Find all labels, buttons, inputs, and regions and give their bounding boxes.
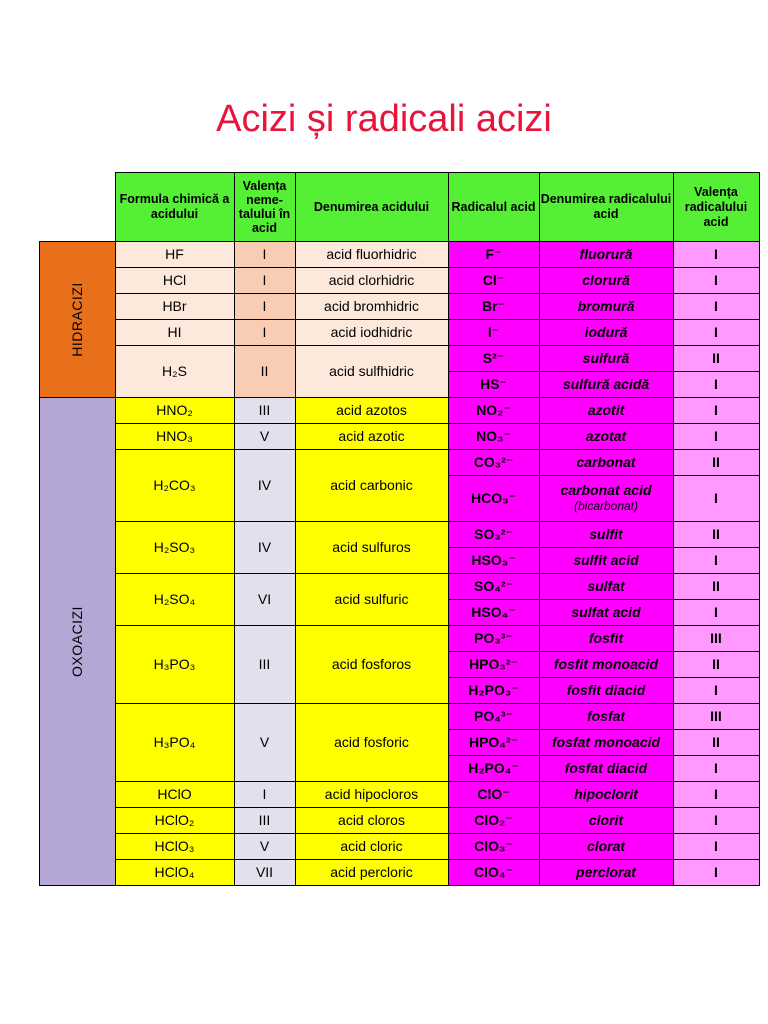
radical-formula: HPO₃²⁻ — [448, 652, 539, 678]
radical-valence: III — [673, 626, 759, 652]
radical-formula: ClO⁻ — [448, 782, 539, 808]
radical-formula: NO₃⁻ — [448, 424, 539, 450]
radical-formula: NO₂⁻ — [448, 398, 539, 424]
radical-name — [539, 548, 673, 574]
radical-formula: HSO₃⁻ — [448, 548, 539, 574]
acid-name: acid sulfuric — [295, 574, 448, 626]
radical-name — [539, 678, 673, 704]
nonmetal-valence: V — [234, 834, 295, 860]
radical-name-text: fluorură — [579, 246, 633, 262]
nonmetal-valence: I — [234, 782, 295, 808]
radical-valence: I — [673, 268, 759, 294]
table-row — [40, 626, 760, 652]
radical-name-text: azotit — [587, 402, 625, 418]
acid-formula: HBr — [115, 294, 234, 320]
radical-valence: I — [673, 294, 759, 320]
radical-valence: II — [673, 652, 759, 678]
radical-name-text: azotat — [585, 428, 627, 444]
radical-name-text: fosfat monoacid — [551, 734, 661, 750]
table-row — [40, 574, 760, 600]
radical-name — [539, 574, 673, 600]
acid-name: acid iodhidric — [295, 320, 448, 346]
radical-name-text: sulfură — [582, 350, 630, 366]
radical-valence: I — [673, 860, 759, 886]
acid-formula: HF — [115, 242, 234, 268]
radical-name — [539, 424, 673, 450]
radical-name-text: sulfat acid — [571, 604, 641, 620]
radical-name — [539, 704, 673, 730]
radical-name-text: clorit — [588, 812, 624, 828]
table-row — [40, 424, 760, 450]
radical-formula: SO₄²⁻ — [448, 574, 539, 600]
nonmetal-valence: IV — [234, 522, 295, 574]
acid-name: acid sulfuros — [295, 522, 448, 574]
table-row — [40, 860, 760, 886]
radical-name — [539, 600, 673, 626]
radical-name-note: (bicarbonat) — [573, 499, 639, 513]
acid-formula: HClO₄ — [115, 860, 234, 886]
radical-name — [539, 730, 673, 756]
radical-valence: I — [673, 424, 759, 450]
radical-name-text: fosfit monoacid — [553, 656, 659, 672]
header-acid-name: Denumirea acidului — [295, 173, 448, 242]
acid-name: acid fluorhidric — [295, 242, 448, 268]
radical-valence: I — [673, 320, 759, 346]
radical-formula: Cl⁻ — [448, 268, 539, 294]
radical-name-text: carbonat acid — [560, 482, 652, 498]
radical-formula: H₂PO₃⁻ — [448, 678, 539, 704]
acid-name: acid cloros — [295, 808, 448, 834]
acid-formula: HClO₂ — [115, 808, 234, 834]
radical-valence: II — [673, 574, 759, 600]
radical-name-text: fosfat diacid — [564, 760, 648, 776]
radical-name-text: fosfit — [588, 630, 624, 646]
acid-name: acid percloric — [295, 860, 448, 886]
radical-name — [539, 372, 673, 398]
acid-formula: H₃PO₃ — [115, 626, 234, 704]
radical-formula: HS⁻ — [448, 372, 539, 398]
radical-name-text: fosfit diacid — [566, 682, 646, 698]
acid-name: acid fosforic — [295, 704, 448, 782]
acid-name: acid clorhidric — [295, 268, 448, 294]
table-row — [40, 704, 760, 730]
header-radical-name: Denumirea radicalului acid — [539, 173, 673, 242]
radical-name-text: sulfat — [587, 578, 625, 594]
nonmetal-valence: III — [234, 808, 295, 834]
radical-valence: I — [673, 398, 759, 424]
table-row — [40, 834, 760, 860]
radical-name-text: sulfit — [589, 526, 623, 542]
oxoacizi-group-label — [40, 398, 116, 886]
acid-name: acid azotic — [295, 424, 448, 450]
acid-name: acid cloric — [295, 834, 448, 860]
acid-formula: HClO₃ — [115, 834, 234, 860]
radical-name — [539, 860, 673, 886]
radical-name — [539, 522, 673, 548]
nonmetal-valence: V — [234, 424, 295, 450]
acid-formula: H₂S — [115, 346, 234, 398]
radical-formula: HCO₃⁻ — [448, 476, 539, 522]
nonmetal-valence: II — [234, 346, 295, 398]
radical-name — [539, 756, 673, 782]
acid-formula: H₃PO₄ — [115, 704, 234, 782]
radical-valence: II — [673, 450, 759, 476]
radical-formula: HPO₄²⁻ — [448, 730, 539, 756]
radical-formula: SO₃²⁻ — [448, 522, 539, 548]
radical-valence: I — [673, 782, 759, 808]
table-row — [40, 782, 760, 808]
radical-name — [539, 834, 673, 860]
radical-formula: HSO₄⁻ — [448, 600, 539, 626]
header-radical-valence: Valența radicalului acid — [673, 173, 759, 242]
table-row — [40, 450, 760, 476]
nonmetal-valence: I — [234, 320, 295, 346]
acid-formula: HNO₃ — [115, 424, 234, 450]
table-row — [40, 320, 760, 346]
radical-formula: ClO₃⁻ — [448, 834, 539, 860]
radical-name — [539, 398, 673, 424]
acid-formula: HI — [115, 320, 234, 346]
radical-name-text: clorură — [582, 272, 630, 288]
header-row — [40, 173, 760, 242]
radical-name-text: clorat — [586, 838, 626, 854]
radical-formula: H₂PO₄⁻ — [448, 756, 539, 782]
radical-valence: I — [673, 242, 759, 268]
radical-valence: II — [673, 346, 759, 372]
nonmetal-valence: I — [234, 242, 295, 268]
radical-valence: I — [673, 476, 759, 522]
radical-name-text: perclorat — [576, 864, 636, 880]
radical-name — [539, 476, 673, 522]
radical-valence: I — [673, 808, 759, 834]
corner-cell — [40, 173, 116, 242]
radical-name-text: carbonat — [576, 454, 636, 470]
radical-formula: ClO₄⁻ — [448, 860, 539, 886]
acid-formula: HCl — [115, 268, 234, 294]
header-nonmetal-valence: Valența neme-talului în acid — [234, 173, 295, 242]
nonmetal-valence: V — [234, 704, 295, 782]
acid-name: acid carbonic — [295, 450, 448, 522]
radical-valence: I — [673, 372, 759, 398]
nonmetal-valence: III — [234, 626, 295, 704]
nonmetal-valence: IV — [234, 450, 295, 522]
radical-valence: I — [673, 548, 759, 574]
hidracizi-group-label — [40, 242, 116, 398]
table-row — [40, 346, 760, 372]
acid-formula: HNO₂ — [115, 398, 234, 424]
nonmetal-valence: I — [234, 294, 295, 320]
radical-name — [539, 268, 673, 294]
radical-name-text: sulfit acid — [573, 552, 639, 568]
header-radical: Radicalul acid — [448, 173, 539, 242]
radical-formula: I⁻ — [448, 320, 539, 346]
acid-formula: H₂SO₄ — [115, 574, 234, 626]
radical-formula: PO₄³⁻ — [448, 704, 539, 730]
page-title: Acizi și radicali acizi — [216, 98, 552, 140]
radical-formula: ClO₂⁻ — [448, 808, 539, 834]
header-formula: Formula chimică a acidului — [115, 173, 234, 242]
table-row — [40, 242, 760, 268]
acid-name: acid azotos — [295, 398, 448, 424]
nonmetal-valence: VII — [234, 860, 295, 886]
radical-name-text: bromură — [577, 298, 635, 314]
group-label-text: HIDRACIZI — [68, 282, 85, 357]
radical-name — [539, 626, 673, 652]
radical-valence: III — [673, 704, 759, 730]
radical-name-text: iodură — [584, 324, 628, 340]
group-label-text: OXOACIZI — [68, 606, 85, 677]
radical-name-text: hipoclorit — [574, 786, 638, 802]
radical-formula: Br⁻ — [448, 294, 539, 320]
radical-name — [539, 652, 673, 678]
radical-formula: F⁻ — [448, 242, 539, 268]
radical-name — [539, 782, 673, 808]
table-row — [40, 398, 760, 424]
radical-name — [539, 320, 673, 346]
radical-name — [539, 346, 673, 372]
nonmetal-valence: I — [234, 268, 295, 294]
acid-name: acid fosforos — [295, 626, 448, 704]
radical-valence: I — [673, 678, 759, 704]
radical-formula: CO₃²⁻ — [448, 450, 539, 476]
table-row — [40, 522, 760, 548]
acid-formula: HClO — [115, 782, 234, 808]
table-row — [40, 268, 760, 294]
acid-name: acid bromhidric — [295, 294, 448, 320]
table-row — [40, 294, 760, 320]
radical-formula: S²⁻ — [448, 346, 539, 372]
radical-name — [539, 450, 673, 476]
acid-formula: H₂SO₃ — [115, 522, 234, 574]
acid-name: acid sulfhidric — [295, 346, 448, 398]
table-row — [40, 808, 760, 834]
nonmetal-valence: VI — [234, 574, 295, 626]
acids-table — [39, 172, 760, 886]
nonmetal-valence: III — [234, 398, 295, 424]
radical-name-text: sulfură acidă — [562, 376, 650, 392]
radical-formula: PO₃³⁻ — [448, 626, 539, 652]
radical-name — [539, 294, 673, 320]
radical-valence: I — [673, 600, 759, 626]
radical-valence: I — [673, 834, 759, 860]
acid-formula: H₂CO₃ — [115, 450, 234, 522]
radical-valence: I — [673, 756, 759, 782]
radical-name — [539, 242, 673, 268]
radical-valence: II — [673, 730, 759, 756]
radical-name — [539, 808, 673, 834]
acid-name: acid hipocloros — [295, 782, 448, 808]
radical-name-text: fosfat — [586, 708, 626, 724]
radical-valence: II — [673, 522, 759, 548]
